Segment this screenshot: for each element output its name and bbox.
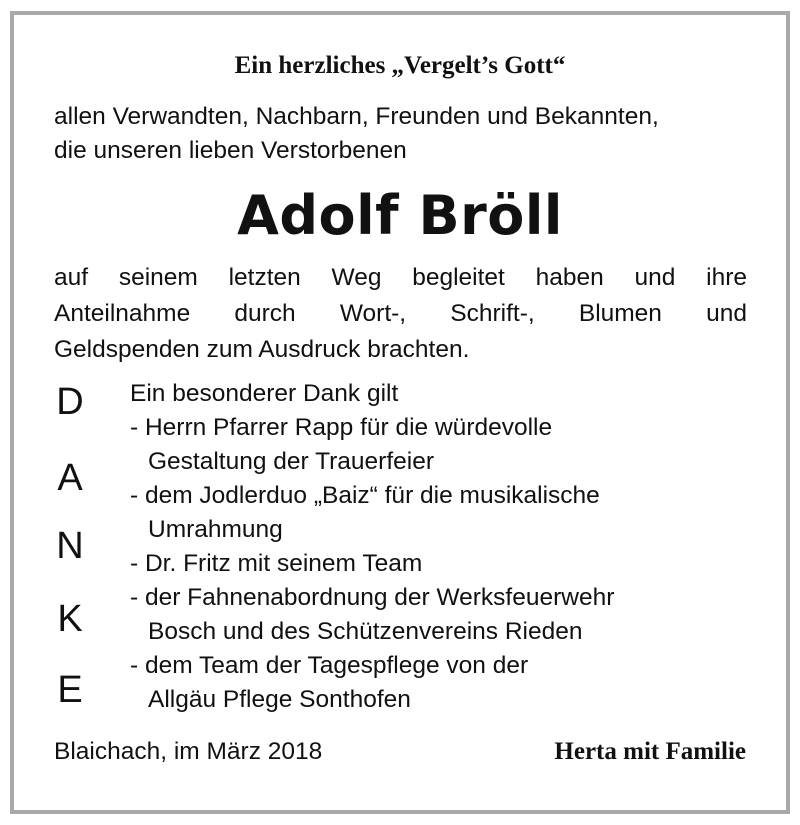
special-thanks-item: - Herrn Pfarrer Rapp für die würdevolle bbox=[130, 414, 553, 441]
special-thanks-item: - der Fahnenabordnung der Werksfeuerwehr bbox=[130, 584, 615, 611]
thanks-line: Anteilnahme durch Wort-, Schrift-, Blumen und bbox=[54, 300, 747, 327]
special-thanks-item: - Dr. Fritz mit seinem Team bbox=[130, 550, 423, 577]
special-thanks bbox=[130, 377, 770, 717]
thanks-text bbox=[54, 260, 747, 368]
special-thanks-intro: Ein besonderer Dank gilt bbox=[130, 380, 399, 407]
notice-heading: Ein herzliches „Vergelt’s Gott“ bbox=[234, 52, 566, 79]
place-date: Blaichach, im März 2018 bbox=[54, 738, 323, 765]
danke-letter-e: E bbox=[57, 669, 83, 711]
special-thanks-item: - dem Team der Tagespflege von der bbox=[130, 652, 529, 679]
signature: Herta mit Familie bbox=[554, 738, 746, 765]
intro-line: die unseren lieben Verstorbenen bbox=[54, 137, 407, 164]
thanks-line: Geldspenden zum Ausdruck brachten. bbox=[54, 336, 470, 363]
danke-letter-a: A bbox=[57, 457, 83, 499]
danke-letter-n: N bbox=[56, 525, 84, 567]
intro-text bbox=[54, 100, 754, 168]
intro-line: allen Verwandten, Nachbarn, Freunden und Bekannten, bbox=[54, 103, 659, 130]
special-thanks-item-continuation: Bosch und des Schützenvereins Rieden bbox=[148, 618, 583, 645]
special-thanks-item-continuation: Allgäu Pflege Sonthofen bbox=[148, 686, 411, 713]
thanks-line: auf seinem letzten Weg begleitet haben und ihre bbox=[54, 264, 747, 291]
danke-letter-k: K bbox=[57, 598, 83, 640]
special-thanks-item-continuation: Umrahmung bbox=[148, 516, 283, 543]
special-thanks-item: - dem Jodlerduo „Baiz“ für die musikalische bbox=[130, 482, 600, 509]
danke-letter-d: D bbox=[56, 381, 84, 423]
deceased-name: Adolf Bröll bbox=[237, 184, 563, 247]
special-thanks-item-continuation: Gestaltung der Trauerfeier bbox=[148, 448, 434, 475]
